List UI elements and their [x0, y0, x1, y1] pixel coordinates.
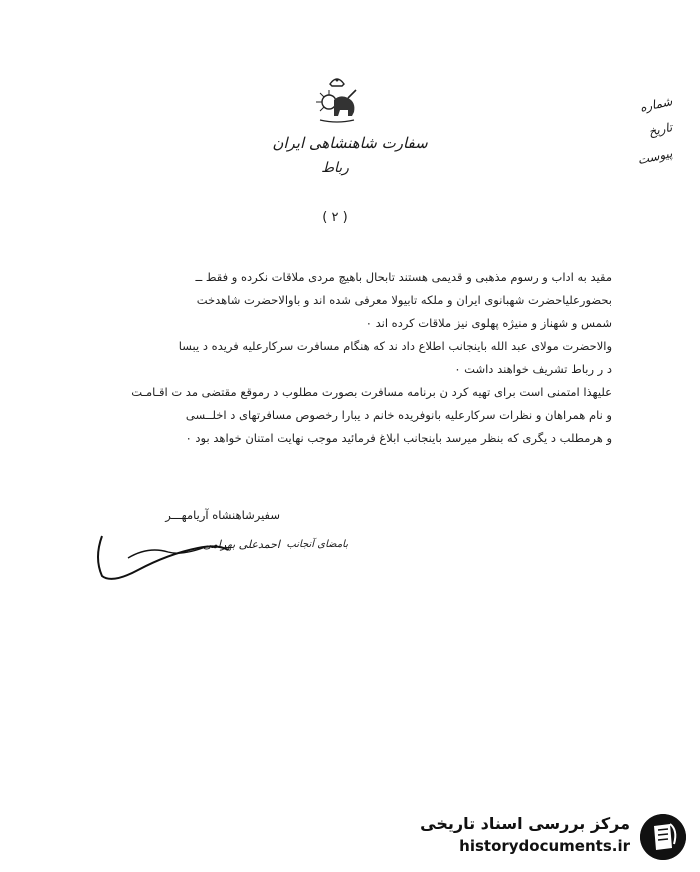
signature-note: بامضای آنجانب — [286, 539, 348, 550]
body-line: والاحضرت مولای عبد الله باینجانب اطلاع داد ند که هنگام مسافرت سرکارعلیه فریده د یبسا — [178, 339, 612, 353]
letter-body — [40, 270, 612, 454]
body-line: علیهذا امتمنی است برای تهیه کرد ن برنامه مسافرت بصورت مطلوب د رموقع مقتضی مد ت اقـامـت — [131, 385, 612, 399]
body-line: مقید به اداب و رسوم مذهبی و قدیمی هستند تابحال باهیچ مردی ملاقات نکرده و فقط ــ — [195, 270, 612, 284]
embassy-title: سفارت شاهنشاهی ایران — [272, 134, 428, 152]
attachment-label: پیوست — [636, 146, 674, 168]
city-name: رباط — [321, 160, 349, 176]
body-line: بحضورعلیاحضرت شهبانوی ایران و ملکه تابیولا معرفی شده اند و باوالاحضرت شاهدخت — [196, 293, 612, 307]
archive-watermark — [396, 814, 686, 860]
number-label: شماره — [638, 94, 674, 115]
archive-name: مرکز بررسی اسناد تاریخی — [420, 814, 630, 833]
document-archive-logo-icon — [640, 814, 686, 860]
body-line: شمس و شهناز و منیژه پهلوی نیز ملاقات کرده اند ۰ — [365, 316, 612, 330]
margin-labels — [612, 88, 672, 166]
page-number: ( ۲ ) — [322, 210, 348, 225]
signer-name: احمدعلی بهرامی — [202, 538, 280, 551]
body-line: د ر رباط تشریف خواهند داشت ۰ — [454, 362, 612, 376]
body-line: و نام همراهان و نظرات سرکارعلیه بانوفریده خانم د یبارا رخصوص مسافرتهای د اخلــسی — [185, 408, 612, 422]
lion-and-sun-emblem-icon — [312, 72, 362, 126]
date-label: تاریخ — [647, 120, 674, 139]
archive-url[interactable]: historydocuments.ir — [459, 837, 630, 855]
ambassador-title: سفیرشاهنشاه آریامهـــر — [165, 508, 280, 522]
handwritten-signature — [88, 528, 248, 588]
body-line: و هرمطلب د یگری که بنظر میرسد باینجانب ابلاغ فرمائید موجب نهایت امتنان خواهد بود ۰ — [185, 431, 612, 445]
